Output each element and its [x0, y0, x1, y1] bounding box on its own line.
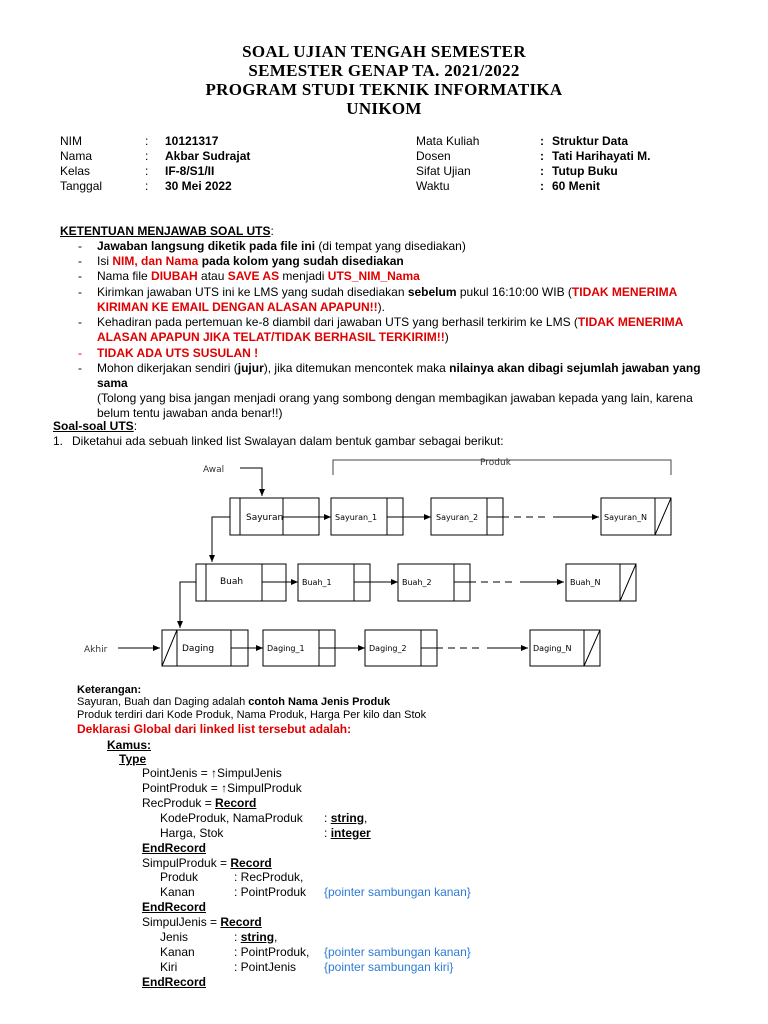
rule-7-e: (Tolong yang bisa jangan menjadi orang yang sombong dengan membagikan jawaban kepada yang lain, karena belum tentu jawaban anda benar!!) [97, 391, 693, 420]
record-keyword: Record [215, 796, 257, 810]
waktu-label: Waktu [416, 179, 450, 193]
rule-2-a: Isi [97, 254, 113, 268]
deklarasi-heading: Deklarasi Global dari linked list tersebut adalah: [77, 722, 352, 736]
matakuliah-label: Mata Kuliah [416, 134, 480, 148]
record-keyword: Record [220, 915, 262, 929]
type-label: Type [119, 752, 147, 766]
simpuljenis-decl [142, 915, 262, 929]
rules-heading-colon: : [270, 224, 274, 238]
produk-field: Produk [160, 870, 199, 884]
sifat-label: Sifat Ujian [416, 164, 471, 178]
rule-1-bold: Jawaban langsung diketik pada file ini [97, 239, 316, 253]
rule-7-c: ), jika ditemukan mencontek maka [263, 361, 450, 375]
jenis-buah-label: Buah [220, 577, 244, 587]
produk-type: : RecProduk, [234, 870, 304, 884]
rule-3-f: UTS_NIM_Nama [327, 269, 420, 283]
harga-stok-field: Harga, Stok [160, 826, 224, 840]
nama-value: Akbar Sudrajat [165, 149, 251, 163]
tanggal-label: Tanggal [60, 179, 103, 193]
daging-n-label: Daging_N [533, 644, 572, 653]
sayuran-2-label: Sayuran_2 [436, 513, 479, 522]
pointproduk-name: PointProduk = [142, 781, 222, 795]
colon: : [234, 930, 238, 944]
q1-number: 1. [53, 434, 64, 448]
record-keyword: Record [230, 856, 272, 870]
keterangan-l1b: contoh Nama Jenis Produk [248, 696, 391, 708]
jenis-daging-label: Daging [182, 644, 215, 654]
comment-kiri: {pointer sambungan kiri} [324, 960, 454, 974]
kanan-type: : PointProduk [234, 885, 307, 899]
comma: , [364, 811, 368, 825]
buah-1-label: Buah_1 [302, 578, 332, 587]
daging-1-label: Daging_1 [267, 644, 305, 653]
rule-4-d: TIDAK MENERIMA KIRIMAN KE EMAIL DENGAN ALASAN APAPUN!! [97, 285, 677, 314]
rule-4-a: Kirimkan jawaban UTS ini ke LMS yang sudah disediakan [97, 285, 408, 299]
keterangan-heading: Keterangan: [77, 684, 142, 696]
comment-kanan: {pointer sambungan kanan} [324, 885, 471, 899]
linked-list-diagram [0, 450, 768, 680]
dash: - [78, 269, 82, 283]
rule-4-c: pukul 16:10:00 WIB ( [456, 285, 572, 299]
dash: - [78, 254, 82, 268]
rule-5-c: ) [444, 330, 449, 344]
soal-heading-text: Soal-soal UTS [53, 419, 134, 433]
endrecord-3: EndRecord [142, 975, 207, 989]
sifat-value: Tutup Buku [552, 164, 618, 178]
dosen-value: Tati Harihayati M. [552, 149, 651, 163]
endrecord-1: EndRecord [142, 841, 207, 855]
keterangan-l1a: Sayuran, Buah dan Daging adalah [77, 696, 249, 708]
kelas-value: IF-8/S1/II [165, 164, 215, 178]
rule-5 [97, 315, 727, 345]
kamus-label: Kamus: [107, 738, 152, 752]
pointproduk-decl [142, 781, 302, 795]
pointjenis-decl [142, 766, 282, 780]
dash: - [78, 239, 82, 253]
q1-text: Diketahui ada sebuah linked list Swalayan dalam bentuk gambar sebagai berikut: [72, 434, 504, 448]
dosen-label: Dosen [416, 149, 451, 163]
kiri-field: Kiri [160, 960, 178, 974]
sayuran-n-label: Sayuran_N [604, 513, 648, 522]
kanan-field: Kanan [160, 885, 195, 899]
akhir-label: Akhir [84, 645, 108, 655]
produk-label: Produk [480, 458, 511, 468]
daging-2-label: Daging_2 [369, 644, 407, 653]
integer-keyword: integer [330, 826, 371, 840]
dash: - [78, 346, 82, 360]
rule-4-e: ). [377, 300, 386, 314]
rule-7-d: nilainya akan dibagi sejumlah jawaban yang sama [97, 361, 701, 390]
pointjenis-type: SimpulJenis [217, 766, 282, 780]
pointproduk-type: SimpulProduk [227, 781, 302, 795]
awal-label: Awal [203, 465, 225, 475]
simpuljenis-name: SimpulJenis = [142, 915, 221, 929]
tanggal-value: 30 Mei 2022 [165, 179, 232, 193]
rule-3-c: atau [197, 269, 228, 283]
sayuran-1-label: Sayuran_1 [335, 513, 378, 522]
kanan-type-2: : PointProduk, [234, 945, 310, 959]
colon: : [145, 134, 149, 148]
string-keyword: string [240, 930, 275, 944]
rule-3 [97, 269, 727, 284]
title-line-1: SOAL UJIAN TENGAH SEMESTER [242, 42, 526, 61]
rule-4 [97, 285, 727, 315]
rule-2-b: NIM, dan Nama [112, 254, 199, 268]
jenis-sayuran-label: Sayuran [246, 513, 284, 523]
rules-heading-text: KETENTUAN MENJAWAB SOAL UTS [60, 224, 271, 238]
kanan-field-2: Kanan [160, 945, 195, 959]
rule-6: TIDAK ADA UTS SUSULAN ! [97, 346, 259, 360]
kelas-label: Kelas [60, 164, 91, 178]
soal-heading-colon: : [133, 419, 138, 433]
rules-heading [60, 224, 274, 238]
rule-3-b: DIUBAH [151, 269, 198, 283]
comment-kanan-2: {pointer sambungan kanan} [324, 945, 471, 959]
jenis-link-2 [180, 582, 196, 628]
jenis-field: Jenis [160, 930, 189, 944]
colon: : [540, 164, 544, 178]
jenis-link-1 [212, 517, 230, 562]
waktu-value: 60 Menit [552, 179, 601, 193]
kode-nama-field: KodeProduk, NamaProduk [160, 811, 303, 825]
rule-3-e: menjadi [279, 269, 328, 283]
title-line-2: SEMESTER GENAP TA. 2021/2022 [248, 61, 520, 80]
jenis-type [234, 930, 277, 944]
simpulproduk-name: SimpulProduk = [142, 856, 231, 870]
nim-value: 10121317 [165, 134, 219, 148]
title-line-4: UNIKOM [346, 99, 422, 118]
keterangan-line-2: Produk terdiri dari Kode Produk, Nama Produk, Harga Per kilo dan Stok [77, 709, 427, 721]
pointjenis-name: PointJenis = [142, 766, 212, 780]
colon: : [145, 179, 149, 193]
rule-2 [97, 254, 727, 269]
rule-7-b: jujur [237, 361, 264, 375]
colon: : [324, 826, 328, 840]
rule-1-rest: (di tempat yang disediakan) [315, 239, 466, 253]
nama-label: Nama [60, 149, 93, 163]
colon: : [540, 179, 544, 193]
soal-heading [53, 419, 137, 433]
colon: : [540, 149, 544, 163]
kiri-type: : PointJenis [234, 960, 297, 974]
simpulproduk-decl [142, 856, 272, 870]
rule-2-c: pada kolom yang sudah disediakan [198, 254, 404, 268]
dash: - [78, 315, 82, 329]
matakuliah-value: Struktur Data [552, 134, 629, 148]
recproduk-decl [142, 796, 256, 810]
dash: - [78, 361, 82, 375]
pointer-arrow-icon: ↑ [221, 781, 228, 795]
dash: - [78, 285, 82, 299]
rule-5-b: TIDAK MENERIMA ALASAN APAPUN JIKA TELAT/TIDAK BERHASIL TERKIRIM!! [97, 315, 683, 344]
kode-nama-type [324, 811, 367, 825]
pointer-arrow-icon: ↑ [211, 766, 218, 780]
harga-stok-type [324, 826, 371, 840]
rule-5-a: Kehadiran pada pertemuan ke-8 diambil dari jawaban UTS yang berhasil terkirim ke LMS ( [97, 315, 578, 329]
nim-label: NIM [60, 134, 82, 148]
colon: : [145, 149, 149, 163]
recproduk-name: RecProduk = [142, 796, 216, 810]
title-line-3: PROGRAM STUDI TEKNIK INFORMATIKA [205, 80, 563, 99]
rule-7 [97, 361, 727, 421]
colon: : [540, 134, 544, 148]
rule-3-a: Nama file [97, 269, 152, 283]
awal-arrow [240, 468, 262, 496]
rule-1 [97, 239, 727, 254]
keterangan-line-1 [77, 696, 390, 708]
rule-7-a: Mohon dikerjakan sendiri ( [97, 361, 238, 375]
comma: , [274, 930, 278, 944]
string-keyword: string [330, 811, 365, 825]
colon: : [324, 811, 328, 825]
buah-2-label: Buah_2 [402, 578, 432, 587]
rule-4-b: sebelum [407, 285, 457, 299]
endrecord-2: EndRecord [142, 900, 207, 914]
colon: : [145, 164, 149, 178]
buah-n-label: Buah_N [570, 578, 601, 587]
rule-3-d: SAVE AS [227, 269, 280, 283]
